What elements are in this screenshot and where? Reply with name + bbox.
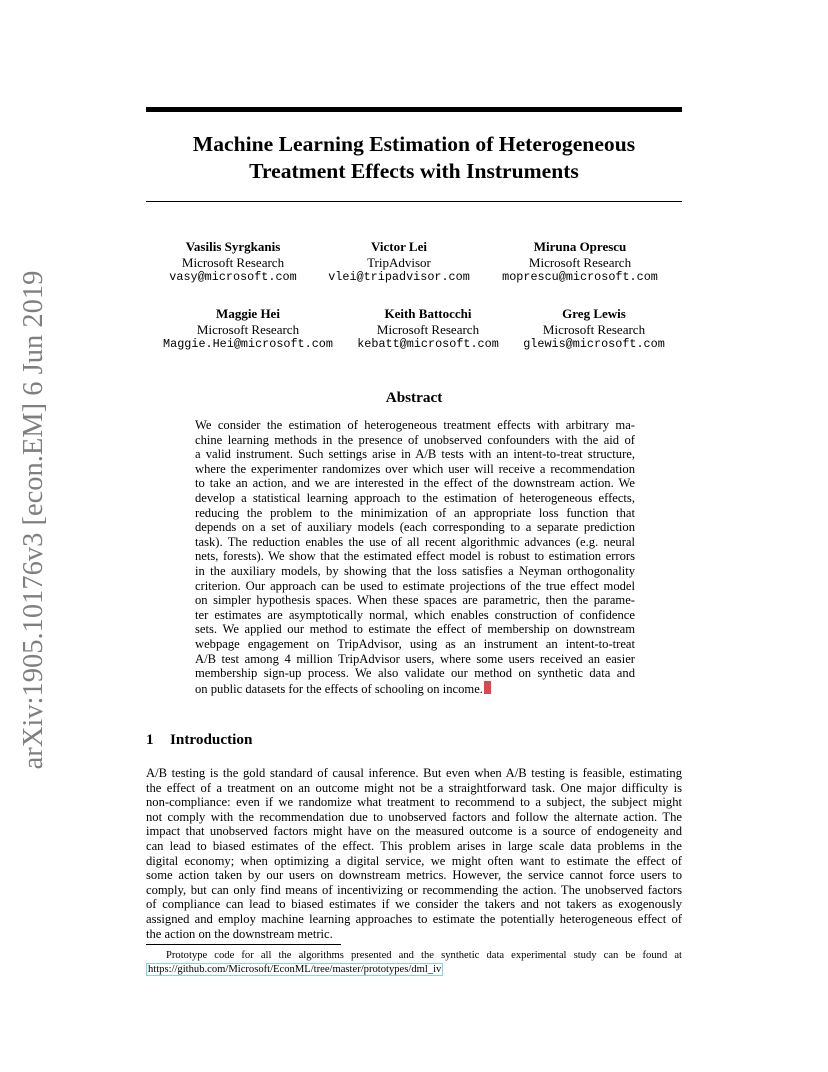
author-email: vasy@microsoft.com bbox=[169, 270, 297, 284]
abstract-line: where the experimenter randomizes over which user will receive a recommendation bbox=[195, 461, 635, 476]
abstract-line: criterion. Our approach can be used to estimate projections of the true effect model bbox=[195, 578, 635, 593]
section-title: Introduction bbox=[170, 731, 253, 748]
abstract-line: membership sign-up process. We also validate our method on synthetic data and bbox=[195, 666, 635, 681]
intro-line: some action taken by our users on downstream metrics. However, the service cannot force users to bbox=[146, 868, 682, 883]
author-affiliation: Microsoft Research bbox=[542, 321, 646, 337]
title-top-rule bbox=[146, 107, 682, 112]
author-block bbox=[294, 239, 504, 286]
abstract-line: ter estimates are asymptotically normal, which enables construction of confidence bbox=[195, 607, 635, 622]
intro-line: not comply with the recommendation due to unobserved factors and follow the alternate action. The bbox=[146, 809, 682, 824]
author-name: Maggie Hei bbox=[216, 306, 280, 321]
intro-line: the effect of a treatment on an outcome might not be a straightforward task. One major difficulty is bbox=[146, 780, 682, 795]
author-block bbox=[475, 239, 685, 286]
author-affiliation: TripAdvisor bbox=[367, 254, 431, 270]
abstract-last-line bbox=[195, 681, 635, 697]
author-name: Miruna Oprescu bbox=[533, 239, 627, 254]
intro-line: non-compliance: even if we randomize what treatment to recommend to a subject, the subject might bbox=[146, 795, 682, 810]
footnote-rule bbox=[146, 944, 341, 945]
intro-line: impact that unobserved factors might have on the measured outcome is a source of endogeneity and bbox=[146, 824, 682, 839]
author-name: Vasilis Syrgkanis bbox=[185, 239, 281, 254]
introduction-body bbox=[146, 766, 682, 941]
author-affiliation: Microsoft Research bbox=[196, 321, 300, 337]
abstract-line: depends on a set of auxiliary models (each corresponding to a separate prediction bbox=[195, 520, 635, 535]
author-block bbox=[143, 306, 353, 353]
section-number: 1 bbox=[146, 731, 154, 748]
abstract-heading: Abstract bbox=[385, 389, 443, 406]
author-email: vlei@tripadvisor.com bbox=[328, 270, 470, 284]
abstract-line: on simpler hypothesis spaces. When these spaces are parametric, then the parame- bbox=[195, 593, 635, 608]
abstract-line: chine learning methods in the presence of unobserved confounders with the aid of bbox=[195, 432, 635, 447]
title-line-1: Machine Learning Estimation of Heterogeneous bbox=[192, 132, 636, 156]
arxiv-identifier-stamp: arXiv:1905.10176v3 [econ.EM] 6 Jun 2019 bbox=[18, 270, 49, 770]
author-email: Maggie.Hei@microsoft.com bbox=[163, 337, 333, 351]
author-affiliation: Microsoft Research bbox=[376, 321, 480, 337]
author-affiliation: Microsoft Research bbox=[528, 254, 632, 270]
title-bottom-rule bbox=[146, 201, 682, 202]
footnote-url-link[interactable]: https://github.com/Microsoft/EconML/tree/master/prototypes/dml_iv bbox=[148, 964, 442, 975]
paper-title bbox=[146, 131, 682, 185]
title-line-2: Treatment Effects with Instruments bbox=[249, 159, 579, 183]
abstract-line-text: on public datasets for the effects of schooling on income. bbox=[195, 681, 483, 696]
author-name: Victor Lei bbox=[371, 239, 427, 254]
footnote bbox=[146, 949, 682, 977]
intro-line: of compliance can lead to biased estimates if we consider the takers and not takers as exogenously bbox=[146, 897, 682, 912]
section-heading-introduction bbox=[146, 731, 252, 749]
author-email: glewis@microsoft.com bbox=[523, 337, 665, 351]
abstract-body bbox=[195, 418, 635, 696]
author-affiliation: Microsoft Research bbox=[181, 254, 285, 270]
abstract-line: reducing the problem to the minimization of an appropriate loss function that bbox=[195, 505, 635, 520]
abstract-line: to take an action, and we are interested in the effect of the downstream action. We bbox=[195, 476, 635, 491]
abstract-line: task). The reduction enables the use of all recent algorithmic advances (e.g. neural bbox=[195, 534, 635, 549]
intro-line: A/B testing is the gold standard of causal inference. But even when A/B testing is feasible, estimating bbox=[146, 766, 682, 780]
abstract-line: nets, forests). We show that the estimated effect model is robust to estimation errors bbox=[195, 549, 635, 564]
footnote-marker-link[interactable] bbox=[484, 681, 491, 694]
abstract-line: A/B test among 4 million TripAdvisor users, where some users received an easier bbox=[195, 651, 635, 666]
author-email: moprescu@microsoft.com bbox=[502, 270, 658, 284]
intro-line: can lead to biased estimates of the effect. This problem arises in large scale data problems in the bbox=[146, 838, 682, 853]
abstract-line: develop a statistical learning approach to the estimation of heterogeneous effects, bbox=[195, 490, 635, 505]
author-block bbox=[489, 306, 699, 353]
author-name: Greg Lewis bbox=[562, 306, 626, 321]
footnote-text: Prototype code for all the algorithms presented and the synthetic data experimental study can be found at bbox=[166, 950, 682, 961]
author-email: kebatt@microsoft.com bbox=[357, 337, 499, 351]
author-name: Keith Battocchi bbox=[384, 306, 472, 321]
intro-line: the action on the downstream metric. bbox=[146, 926, 333, 941]
intro-line: comply, but can only find means of incentivizing or recommending the action. The unobserved factors bbox=[146, 882, 682, 897]
abstract-line: sets. We applied our method to estimate the effect of membership on downstream bbox=[195, 622, 635, 637]
intro-line: digital economy; when optimizing a digital service, we might often want to estimate the effect of bbox=[146, 853, 682, 868]
footnote-link-line bbox=[146, 963, 682, 977]
intro-line: assigned and employ machine learning approaches to estimate the potentially heterogeneous effect of bbox=[146, 911, 682, 926]
abstract-line: We consider the estimation of heterogeneous treatment effects with arbitrary ma- bbox=[195, 418, 635, 432]
abstract-line: a valid instrument. Such settings arise in A/B tests with an intent-to-treat structure, bbox=[195, 447, 635, 462]
abstract-line: webpage engagement on TripAdvisor, using as an instrument an intent-to-treat bbox=[195, 636, 635, 651]
abstract-line: in the auxiliary models, by showing that the loss satisfies a Neyman orthogonality bbox=[195, 563, 635, 578]
